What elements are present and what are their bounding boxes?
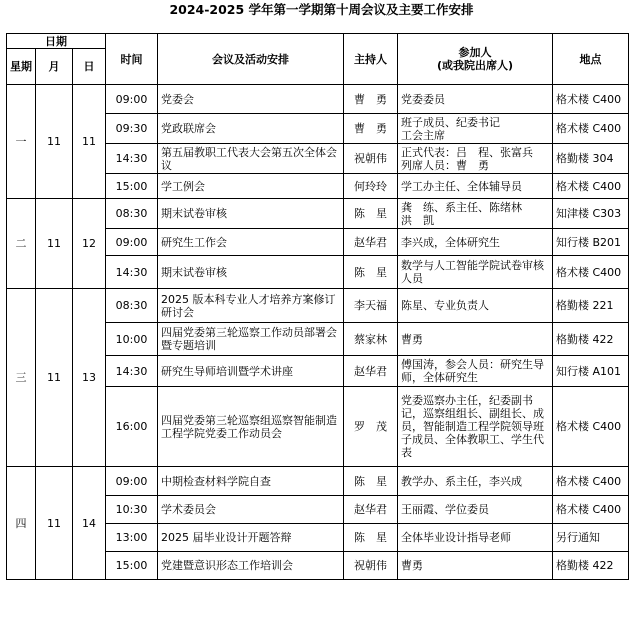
host-cell: 李天福 — [344, 289, 398, 323]
location-cell: 格勤楼 221 — [553, 289, 629, 323]
attendees-cell: 学工办主任、全体辅导员 — [398, 174, 553, 199]
event-cell: 研究生工作会 — [158, 229, 344, 256]
attendees-cell: 数学与人工智能学院试卷审核人员 — [398, 256, 553, 289]
time-cell: 10:00 — [106, 323, 158, 356]
page-title: 2024-2025 学年第一学期第十周会议及主要工作安排 — [169, 2, 474, 17]
month-cell: 11 — [36, 467, 73, 580]
host-cell: 祝朝伟 — [344, 144, 398, 174]
event-cell: 学术委员会 — [158, 496, 344, 524]
table-row — [7, 199, 629, 229]
header-time: 时间 — [106, 34, 158, 85]
header-event: 会议及活动安排 — [158, 34, 344, 85]
table-row — [7, 467, 629, 496]
month-cell: 11 — [36, 289, 73, 467]
event-cell: 期末试卷审核 — [158, 199, 344, 229]
time-cell: 09:00 — [106, 85, 158, 114]
location-cell: 格术楼 C400 — [553, 467, 629, 496]
day-cell: 13 — [73, 289, 106, 467]
weekday-cell: 四 — [7, 467, 36, 580]
attendees-cell: 李兴成，全体研究生 — [398, 229, 553, 256]
host-cell: 祝朝伟 — [344, 552, 398, 580]
time-cell: 13:00 — [106, 524, 158, 552]
host-cell: 蔡家林 — [344, 323, 398, 356]
time-cell: 15:00 — [106, 552, 158, 580]
time-cell: 14:30 — [106, 256, 158, 289]
time-cell: 10:30 — [106, 496, 158, 524]
attendees-cell: 曹勇 — [398, 323, 553, 356]
time-cell: 14:30 — [106, 144, 158, 174]
time-cell: 08:30 — [106, 289, 158, 323]
host-cell: 赵华君 — [344, 229, 398, 256]
attendees-cell: 王丽霞、学位委员 — [398, 496, 553, 524]
host-cell: 陈 星 — [344, 199, 398, 229]
attendees-cell: 正式代表：吕 程、张富兵 列席人员：曹 勇 — [398, 144, 553, 174]
location-cell: 格勤楼 422 — [553, 323, 629, 356]
attendees-cell: 班子成员、纪委书记 工会主席 — [398, 114, 553, 144]
month-cell: 11 — [36, 85, 73, 199]
time-cell: 09:30 — [106, 114, 158, 144]
location-cell: 格术楼 C400 — [553, 387, 629, 467]
time-cell: 15:00 — [106, 174, 158, 199]
location-cell: 知行楼 B201 — [553, 229, 629, 256]
header-date: 日期 — [7, 34, 106, 49]
host-cell: 赵华君 — [344, 356, 398, 387]
location-cell: 格勤楼 422 — [553, 552, 629, 580]
event-cell: 研究生导师培训暨学术讲座 — [158, 356, 344, 387]
day-cell: 14 — [73, 467, 106, 580]
event-cell: 党建暨意识形态工作培训会 — [158, 552, 344, 580]
header-location: 地点 — [553, 34, 629, 85]
weekday-cell: 二 — [7, 199, 36, 289]
host-cell: 陈 星 — [344, 467, 398, 496]
weekday-cell: 一 — [7, 85, 36, 199]
event-cell: 党政联席会 — [158, 114, 344, 144]
day-cell: 12 — [73, 199, 106, 289]
host-cell: 曹 勇 — [344, 114, 398, 144]
attendees-cell: 曹勇 — [398, 552, 553, 580]
time-cell: 09:00 — [106, 229, 158, 256]
attendees-cell: 傅国涛，参会人员：研究生导师，全体研究生 — [398, 356, 553, 387]
header-attendees: 参加人 (或我院出席人) — [398, 34, 553, 85]
event-cell: 期末试卷审核 — [158, 256, 344, 289]
time-cell: 09:00 — [106, 467, 158, 496]
attendees-cell: 教学办、系主任，李兴成 — [398, 467, 553, 496]
host-cell: 曹 勇 — [344, 85, 398, 114]
host-cell: 陈 星 — [344, 256, 398, 289]
event-cell: 四届党委第三轮巡察工作动员部署会暨专题培训 — [158, 323, 344, 356]
location-cell: 格勤楼 304 — [553, 144, 629, 174]
header-month: 月 — [36, 49, 73, 85]
time-cell: 16:00 — [106, 387, 158, 467]
host-cell: 陈 星 — [344, 524, 398, 552]
host-cell: 罗 茂 — [344, 387, 398, 467]
attendees-cell: 龚 练、系主任、陈绪林 洪 凯 — [398, 199, 553, 229]
location-cell: 另行通知 — [553, 524, 629, 552]
schedule-table — [6, 33, 629, 580]
event-cell: 学工例会 — [158, 174, 344, 199]
time-cell: 14:30 — [106, 356, 158, 387]
location-cell: 格术楼 C400 — [553, 174, 629, 199]
table-row — [7, 85, 629, 114]
header-weekday: 星期 — [7, 49, 36, 85]
location-cell: 格术楼 C400 — [553, 85, 629, 114]
event-cell: 四届党委第三轮巡察组巡察智能制造工程学院党委工作动员会 — [158, 387, 344, 467]
attendees-cell: 党委委员 — [398, 85, 553, 114]
host-cell: 赵华君 — [344, 496, 398, 524]
host-cell: 何玲玲 — [344, 174, 398, 199]
attendees-cell: 党委巡察办主任，纪委副书记，巡察组组长、副组长、成员，智能制造工程学院领导班子成员、全体教职工、学生代表 — [398, 387, 553, 467]
table-row — [7, 289, 629, 323]
weekday-cell: 三 — [7, 289, 36, 467]
day-cell: 11 — [73, 85, 106, 199]
event-cell: 2025 版本科专业人才培养方案修订研讨会 — [158, 289, 344, 323]
header-day: 日 — [73, 49, 106, 85]
location-cell: 知津楼 C303 — [553, 199, 629, 229]
event-cell: 2025 届毕业设计开题答辩 — [158, 524, 344, 552]
event-cell: 党委会 — [158, 85, 344, 114]
attendees-cell: 陈星、专业负责人 — [398, 289, 553, 323]
schedule-body — [7, 85, 629, 580]
location-cell: 格术楼 C400 — [553, 114, 629, 144]
location-cell: 格术楼 C400 — [553, 256, 629, 289]
time-cell: 08:30 — [106, 199, 158, 229]
attendees-cell: 全体毕业设计指导老师 — [398, 524, 553, 552]
month-cell: 11 — [36, 199, 73, 289]
event-cell: 中期检查材料学院自查 — [158, 467, 344, 496]
location-cell: 格术楼 C400 — [553, 496, 629, 524]
location-cell: 知行楼 A101 — [553, 356, 629, 387]
header-host: 主持人 — [344, 34, 398, 85]
event-cell: 第五届教职工代表大会第五次全体会议 — [158, 144, 344, 174]
